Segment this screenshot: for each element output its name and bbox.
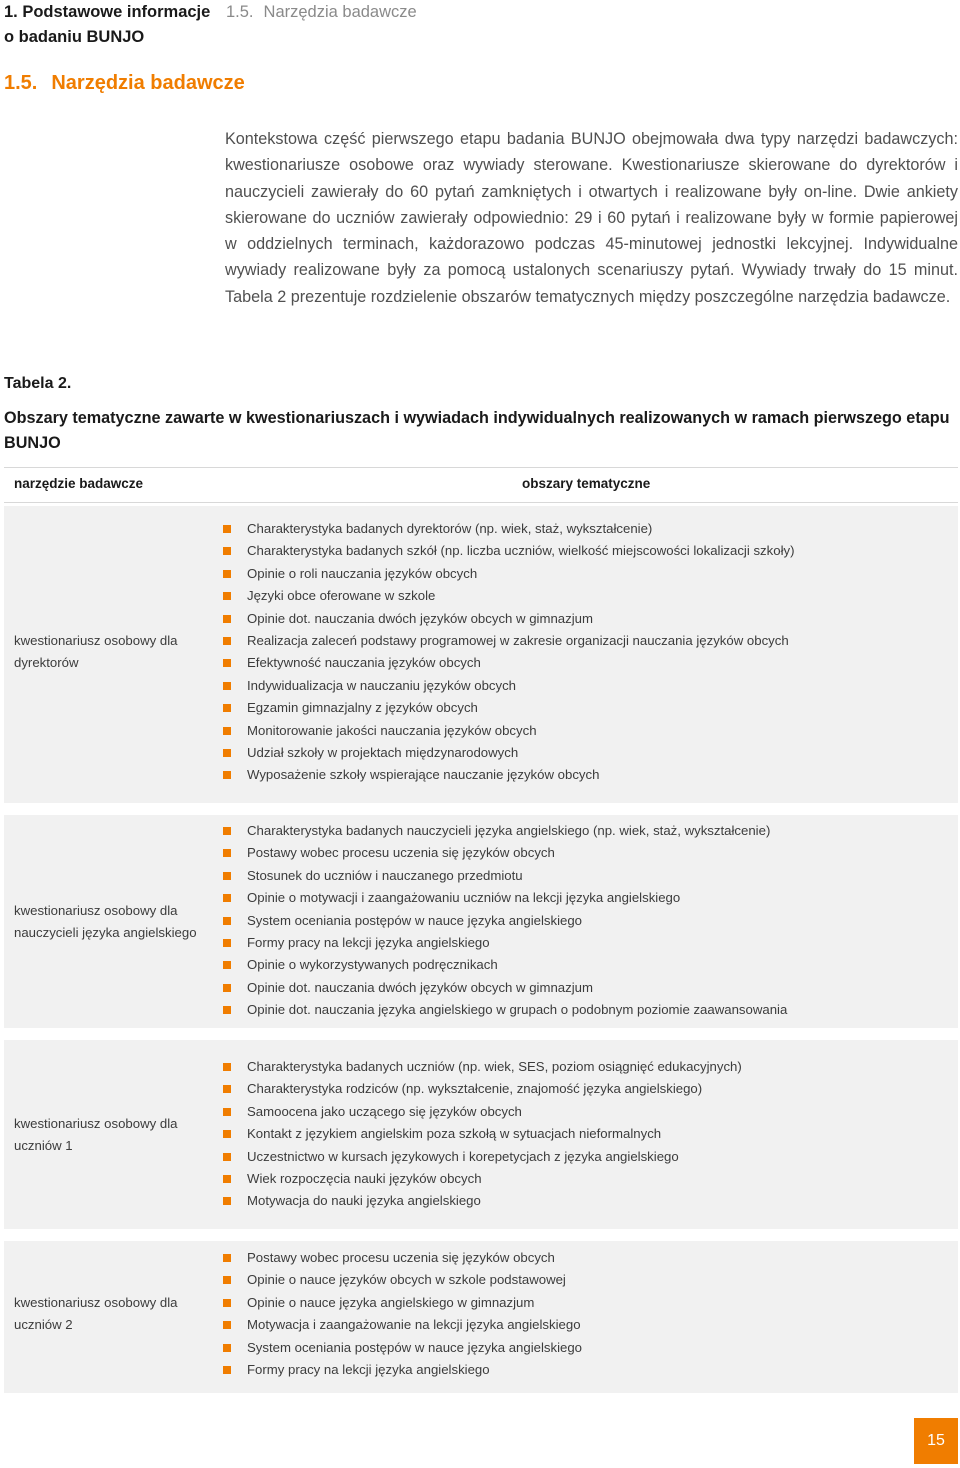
- list-item-text: Motywacja do nauki języka angielskiego: [247, 1193, 481, 1209]
- list-item: [222, 1146, 742, 1168]
- list-item: [222, 1247, 582, 1269]
- list-item-text: Stosunek do uczniów i nauczanego przedmiotu: [247, 867, 523, 883]
- list-item-text: Wiek rozpoczęcia nauki języków obcych: [247, 1171, 482, 1187]
- square-bullet-icon: [223, 1063, 231, 1071]
- column-header-areas: obszary tematyczne: [522, 476, 651, 491]
- list-item-text: System oceniania postępów w nauce języka angielskiego: [247, 1339, 583, 1355]
- square-bullet-icon: [223, 1254, 231, 1262]
- chapter-title-line2: o badaniu BUNJO: [4, 28, 145, 46]
- running-section: [226, 0, 456, 25]
- table-row: [4, 815, 958, 1028]
- list-item: [222, 865, 787, 887]
- running-section-number: 1.5.: [226, 3, 254, 21]
- topic-list: [222, 1056, 742, 1213]
- square-bullet-icon: [223, 1299, 231, 1307]
- list-item-text: Postawy wobec procesu uczenia się języków obcych: [247, 845, 555, 861]
- chapter-title-line1: 1. Podstawowe informacje: [4, 3, 211, 21]
- list-item: [222, 932, 787, 954]
- running-section-title: Narzędzia badawcze: [263, 3, 417, 21]
- list-item-text: Monitorowanie jakości nauczania języków obcych: [247, 722, 537, 738]
- section-number: 1.5.: [4, 72, 38, 94]
- square-bullet-icon: [223, 1344, 231, 1352]
- tool-name: [14, 1292, 204, 1337]
- square-bullet-icon: [223, 570, 231, 578]
- square-bullet-icon: [223, 1153, 231, 1161]
- list-item-text: Udział szkoły w projektach międzynarodowych: [247, 745, 519, 761]
- list-item: [222, 1269, 582, 1291]
- square-bullet-icon: [223, 894, 231, 902]
- list-item-text: Charakterystyka badanych szkół (np. liczba uczniów, wielkość miejscowości lokalizacji szkoły): [247, 543, 795, 559]
- square-bullet-icon: [223, 547, 231, 555]
- list-item: [222, 608, 794, 630]
- tool-name-line1: kwestionariusz osobowy dla: [14, 1116, 178, 1131]
- list-item: [222, 630, 794, 652]
- list-item-text: Opinie o roli nauczania języków obcych: [247, 565, 478, 581]
- table-row: [4, 506, 958, 803]
- list-item: [222, 652, 794, 674]
- tool-name-line2: uczniów 1: [14, 1138, 73, 1154]
- list-item-text: System oceniania postępów w nauce języka angielskiego: [247, 912, 583, 928]
- list-item: [222, 1078, 742, 1100]
- list-item-text: Charakterystyka badanych nauczycieli języka angielskiego (np. wiek, staż, wykształcenie): [247, 823, 771, 838]
- square-bullet-icon: [223, 1130, 231, 1138]
- list-item: [222, 764, 794, 786]
- list-item: [222, 675, 794, 697]
- square-bullet-icon: [223, 872, 231, 880]
- list-item: [222, 999, 787, 1021]
- list-item: [222, 1123, 742, 1145]
- square-bullet-icon: [223, 771, 231, 779]
- list-item-text: Opinie dot. nauczania języka angielskiego w grupach o podobnym poziomie zaawansowania: [247, 1002, 788, 1018]
- intro-paragraph: Kontekstowa część pierwszego etapu badania BUNJO obejmowała dwa typy narzędzi badawczych: kwestionariusze osobowe oraz wywiady sterowane. Kwestionariusze skierowane do dyrektorów i nauczycieli zawierały do 60 pytań zamkniętych i otwartych i realizowane były on-line. Dwie ankiety skierowane do uczniów zawierały odpowiednio: 29 i 60 pytań i realizowane były w formie papierowej w oddzielnych terminach, każdorazowo podczas 45-minutowej jednostki lekcyjnej. Indywidualne wywiady realizowane były za pomocą ustalonych scenariuszy pytań. Wywiady trwały do 15 minut. Tabela 2 prezentuje rozdzielenie obszarów tematycznych między poszczególne narzędzia badawcze.: [225, 130, 958, 306]
- list-item: [222, 1314, 582, 1336]
- square-bullet-icon: [223, 984, 231, 992]
- table-header: [4, 467, 958, 503]
- list-item-text: Motywacja i zaangażowanie na lekcji języka angielskiego: [247, 1317, 581, 1333]
- square-bullet-icon: [223, 961, 231, 969]
- topic-list: [222, 518, 794, 787]
- list-item: [222, 1101, 742, 1123]
- list-item: [222, 1292, 582, 1314]
- square-bullet-icon: [223, 849, 231, 857]
- page-number: 15: [914, 1418, 958, 1464]
- square-bullet-icon: [223, 1276, 231, 1284]
- list-item-text: Postawy wobec procesu uczenia się języków obcych: [247, 1250, 555, 1265]
- list-item-text: Indywidualizacja w nauczaniu języków obcych: [247, 677, 517, 693]
- square-bullet-icon: [223, 615, 231, 623]
- square-bullet-icon: [223, 704, 231, 712]
- tool-name-line1: kwestionariusz osobowy dla: [14, 633, 178, 648]
- table-row: [4, 1040, 958, 1229]
- square-bullet-icon: [223, 682, 231, 690]
- list-item-text: Kontakt z językiem angielskim poza szkołą w sytuacjach nieformalnych: [247, 1126, 662, 1142]
- column-header-tool: narzędzie badawcze: [14, 476, 144, 491]
- square-bullet-icon: [223, 727, 231, 735]
- list-item: [222, 1056, 742, 1078]
- section-title: Narzędzia badawcze: [51, 72, 245, 94]
- list-item: [222, 518, 794, 540]
- square-bullet-icon: [223, 827, 231, 835]
- list-item-text: Opinie o nauce języka angielskiego w gimnazjum: [247, 1294, 535, 1310]
- table-label: Tabela 2.: [4, 375, 72, 392]
- list-item: [222, 887, 787, 909]
- square-bullet-icon: [223, 917, 231, 925]
- tool-name-line2: nauczycieli języka angielskiego: [14, 925, 197, 941]
- list-item: [222, 842, 787, 864]
- list-item-text: Opinie dot. nauczania dwóch języków obcych w gimnazjum: [247, 610, 593, 626]
- list-item: [222, 720, 794, 742]
- list-item: [222, 1190, 742, 1212]
- chapter-title: [4, 0, 234, 50]
- list-item: [222, 1168, 742, 1190]
- list-item-text: Charakterystyka rodziców (np. wykształcenie, znajomość języka angielskiego): [247, 1081, 703, 1097]
- table-caption: Obszary tematyczne zawarte w kwestionariuszach i wywiadach indywidualnych realizowanych w ramach pierwszego etapu BUNJO: [4, 409, 950, 452]
- list-item: [222, 910, 787, 932]
- square-bullet-icon: [223, 1366, 231, 1374]
- square-bullet-icon: [223, 749, 231, 757]
- list-item: [222, 585, 794, 607]
- topic-list: [222, 1247, 582, 1381]
- list-item-text: Wyposażenie szkoły wspierające nauczanie języków obcych: [247, 767, 600, 783]
- square-bullet-icon: [223, 1197, 231, 1205]
- section-heading: [4, 72, 245, 95]
- list-item-text: Realizacja zaleceń podstawy programowej w zakresie organizacji nauczania języków obcych: [247, 633, 789, 649]
- list-item-text: Uczestnictwo w kursach językowych i korepetycjach z języka angielskiego: [247, 1148, 679, 1164]
- list-item-text: Opinie o wykorzystywanych podręcznikach: [247, 957, 498, 973]
- square-bullet-icon: [223, 1321, 231, 1329]
- list-item: [222, 820, 787, 842]
- square-bullet-icon: [223, 637, 231, 645]
- square-bullet-icon: [223, 1006, 231, 1014]
- list-item-text: Opinie dot. nauczania dwóch języków obcych w gimnazjum: [247, 979, 593, 995]
- tool-name-line2: uczniów 2: [14, 1317, 73, 1333]
- tool-name: [14, 630, 204, 675]
- list-item-text: Charakterystyka badanych uczniów (np. wiek, SES, poziom osiągnięć edukacyjnych): [247, 1059, 742, 1074]
- list-item: [222, 1337, 582, 1359]
- square-bullet-icon: [223, 592, 231, 600]
- tool-name-line1: kwestionariusz osobowy dla: [14, 903, 178, 918]
- list-item-text: Języki obce oferowane w szkole: [247, 588, 436, 604]
- list-item-text: Samoocena jako uczącego się języków obcych: [247, 1103, 522, 1119]
- list-item-text: Egzamin gimnazjalny z języków obcych: [247, 700, 478, 716]
- tool-name: [14, 1113, 204, 1158]
- list-item-text: Formy pracy na lekcji języka angielskiego: [247, 935, 490, 951]
- list-item: [222, 1359, 582, 1381]
- tool-name: [14, 900, 204, 945]
- list-item: [222, 742, 794, 764]
- list-item-text: Opinie o nauce języków obcych w szkole podstawowej: [247, 1272, 566, 1288]
- table-row: [4, 1241, 958, 1393]
- list-item-text: Charakterystyka badanych dyrektorów (np. wiek, staż, wykształcenie): [247, 521, 653, 536]
- square-bullet-icon: [223, 1108, 231, 1116]
- square-bullet-icon: [223, 1175, 231, 1183]
- list-item-text: Opinie o motywacji i zaangażowaniu uczniów na lekcji języka angielskiego: [247, 890, 681, 906]
- square-bullet-icon: [223, 659, 231, 667]
- tool-name-line2: dyrektorów: [14, 655, 79, 671]
- list-item: [222, 697, 794, 719]
- square-bullet-icon: [223, 1085, 231, 1093]
- list-item-text: Formy pracy na lekcji języka angielskiego: [247, 1362, 490, 1378]
- list-item: [222, 540, 794, 562]
- topic-list: [222, 820, 787, 1022]
- list-item: [222, 977, 787, 999]
- list-item: [222, 954, 787, 976]
- list-item: [222, 563, 794, 585]
- list-item-text: Efektywność nauczania języków obcych: [247, 655, 481, 671]
- tool-name-line1: kwestionariusz osobowy dla: [14, 1295, 178, 1310]
- square-bullet-icon: [223, 525, 231, 533]
- square-bullet-icon: [223, 939, 231, 947]
